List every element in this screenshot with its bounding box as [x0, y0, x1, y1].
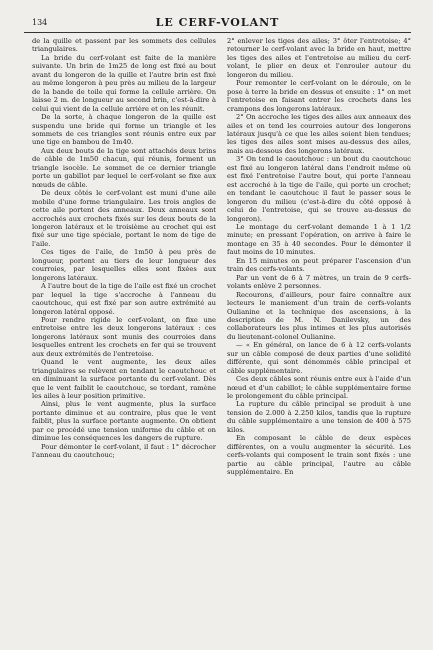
- paragraph: La rupture du câble principal se produit à une tension de 2.000 à 2.250 kilos, tandis que la rupture du câble supplémentaire a une tension de 400 à 575 kilos.: [227, 400, 411, 434]
- paragraph: Aux deux bouts de la tige sont attachés deux brins de câble de 1m50 chacun, qui réunis, forment un triangle isocèle. Le sommet de ce dernier triangle porte un gabillot par lequel le cerf-volant se fixe aux nœuds de câble.: [32, 146, 216, 189]
- text-columns: [24, 37, 411, 477]
- page-number: 134: [32, 18, 48, 27]
- paragraph: Recourons, d'ailleurs, pour faire connaître aux lecteurs le maniement d'un train de cerfs-volants Oulianine et la technique des ascensions, à la description de M. N. Danilevsky, un des collaborateurs les plus intimes et les plus autorisés du lieutenant-colonel Oulianine.: [227, 290, 411, 341]
- paragraph: En 15 minutes on peut préparer l'ascension d'un train des cerfs-volants.: [227, 256, 411, 274]
- paragraph: 2° On accroche les tiges des ailes aux anneaux des ailes et on tend les courroies autour des longerons latéraux jusqu'à ce que les ailes soient bien tendues; les tiges des ailes sont mises au-dessus des ailes, mais au-dessous des longerons latéraux.: [227, 113, 411, 155]
- paragraph: 3° On tend le caoutchouc : un bout du caoutchouc est fixé au longeron latéral dans l'endroit même où est fixé l'entretoise l'autre bout, qui porte l'anneau est accroché à la tige de l'aile, qui porte un crochet; en tendant le caoutchouc il faut le passer sous le longeron du milieu (c'est-à-dire du côté opposé à celui de l'entretoise, qui se trouve au-dessus de longeron).: [227, 155, 411, 223]
- paragraph: 2° enlever les tiges des ailes; 3° ôter l'entretoise; 4° retourner le cerf-volant avec la bride en haut, mettre les tiges des ailes et l'entretoise au milieu du cerf-volant, le plier en deux et l'enrouler autour du longeron du milieu.: [227, 37, 411, 79]
- paragraph: La bride du cerf-volant est faite de la manière suivante. Un brin de 1m25 de long est fixé au bout avant du longeron de la quille et l'autre brin est fixé au même longeron à peu près au milieu de la largeur de la bande de toile qui forme la cellule arrière. On laisse 2 m. de longueur au second brin, c'est-à-dire à celui qui vient de la cellule arrière et on les réunit.: [32, 53, 216, 113]
- paragraph: A l'autre bout de la tige de l'aile est fixé un crochet par lequel la tige s'accroche à l'anneau du caoutchouc, qui est fixé par son autre extrémité au longeron latéral opposé.: [32, 282, 216, 316]
- paragraph: Pour remonter le cerf-volant on le déroule, on le pose à terre la bride en dessus et ensuite : 1° on met l'entretoise en faisant entrer les crochets dans les crampons des longerons latéraux.: [227, 79, 411, 113]
- journal-title: LE CERF-VOLANT: [155, 16, 280, 29]
- paragraph: de la quille et passent par les sommets des cellules triangulaires.: [32, 37, 216, 54]
- paragraph: En composant le câble de deux espèces différentes, on a voulu augmenter la sécurité. Les cerfs-volants qui composent le train sont fixés : une partie au câble principal, l'autre au câble supplémentaire. En: [227, 434, 411, 477]
- paragraph: Ces tiges de l'aile, de 1m50 à peu près de longueur, portent au tiers de leur longueur des courroies, par lesquelles elles sont fixées aux longerons latéraux.: [32, 248, 216, 282]
- paragraph: Quand le vent augmente, les deux ailes triangulaires se relèvent en tendant le caoutchouc et en diminuant la surface portante du cerf-volant. Dès que le vent faiblit le caoutchouc, se tordant, ramène les ailes à leur position primitive.: [32, 358, 216, 401]
- left-column: [32, 37, 216, 477]
- page-header: [24, 16, 411, 33]
- paragraph: Ainsi, plus le vent augmente, plus la surface portante diminue et au contraire, plus que le vent faiblit, plus la surface portante augmente. On obtient par ce procédé une tension uniforme du câble et on diminue les conséquences les dangers de rupture.: [32, 400, 216, 443]
- paragraph: Par un vent de 6 à 7 mètres, un train de 9 cerfs-volants enlève 2 personnes.: [227, 273, 411, 291]
- paragraph: Pour rendre rigide le cerf-volant, on fixe une entretoise entre les deux longerons latéraux : ces longerons latéraux sont munis des courroies dans lesquelles entrent les crochets en fer qui se trouvent aux deux extrémités de l'entretoise.: [32, 315, 216, 358]
- paragraph: Le montage du cerf-volant demande 1 à 1 1/2 minute; en pressant l'opération, on arrive à faire le montage en 35 à 40 secondes. Pour le démonter il faut moins de 10 minutes.: [227, 222, 411, 257]
- paragraph: Ces deux câbles sont réunis entre eux à l'aide d'un nœud et d'un cabillot; le câble supplémentaire forme le prolongement du câble principal.: [227, 375, 411, 401]
- paragraph: De la sorte, à chaque longeron de la quille est suspendu une bride qui forme un triangle et les sommets de ces triangles sont réunis entre eux par une tige en bambou de 1m40.: [32, 113, 216, 147]
- right-column: [227, 37, 411, 477]
- paragraph: De deux côtés le cerf-volant est muni d'une aile mobile d'une forme triangulaire. Les trois angles de cette aile portent des anneaux. Deux anneaux sont accrochés aux crochets fixés sur les deux bouts de la longeron latéraux et le troisième au crochet qui est fixé sur une tige spéciale, portant le nom de tige de l'aile.: [32, 189, 216, 248]
- paragraph: — « En général, on lance de 6 à 12 cerfs-volants sur un câble composé de deux parties d'une solidité différente, qui sont dénommés câble principal et câble supplémentaire.: [227, 341, 411, 375]
- paragraph: Pour démonter le cerf-volant, il faut : 1° décrocher l'anneau du caoutchouc;: [32, 442, 216, 460]
